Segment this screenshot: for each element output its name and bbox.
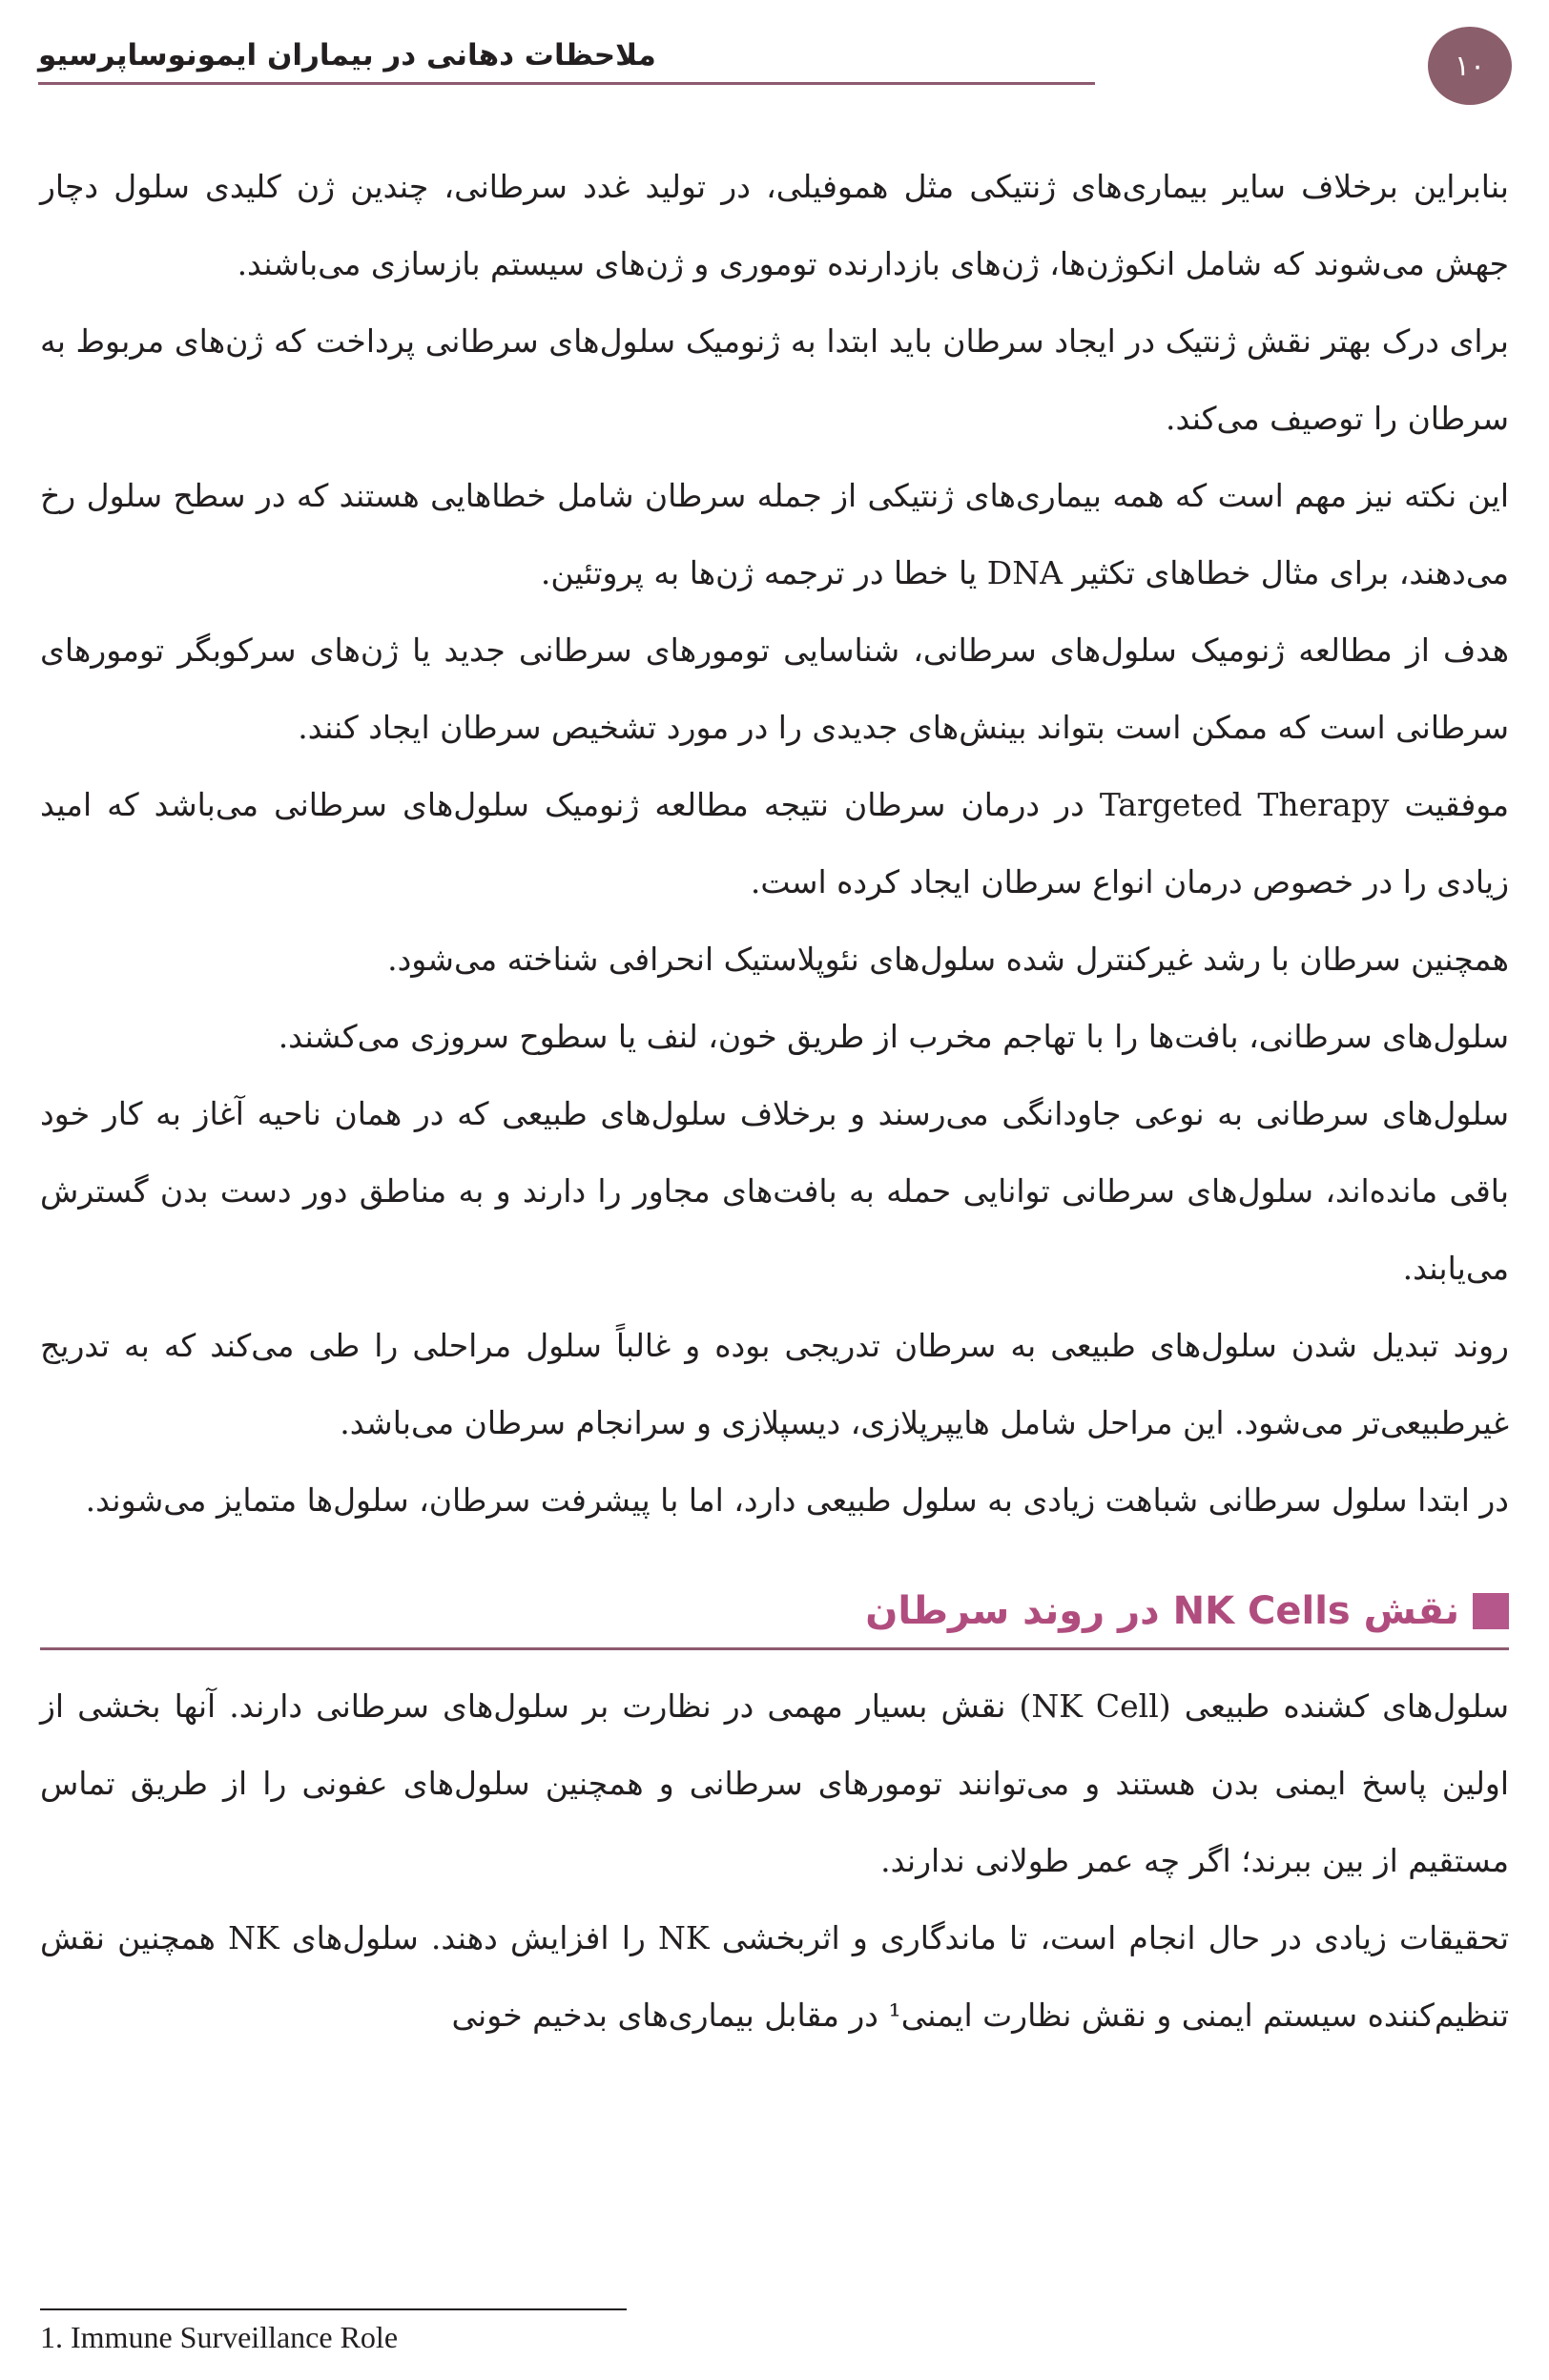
- paragraph-2: برای درک بهتر نقش ژنتیک در ایجاد سرطان باید ابتدا به ژنومیک سلول‌های سرطانی پرداخت که ژن‌های مربوط به سرطان را توصیف می‌کند.: [40, 322, 1509, 437]
- section-paragraph-2: تحقیقات زیادی در حال انجام است، تا ماندگاری و اثربخشی NK را افزایش دهند. سلول‌های NK همچنین نقش تنظیم‌کننده سیستم ایمنی و نقش نظارت ایمنی¹ در مقابل بیماری‌های بدخیم خونی: [40, 1919, 1510, 2034]
- header-rule: [38, 82, 1095, 85]
- section-paragraph-1: سلول‌های کشنده طبیعی (NK Cell) نقش بسیار مهمی در نظارت بر سلول‌های سرطانی دارند. آنها بخشی از اولین پاسخ ایمنی بدن هستند و می‌توانند تومورهای سرطانی و همچنین سلول‌های عفونی را از طریق تماس مستقیم از بین ببرند؛ اگر چه عمر طولانی ندارند.: [40, 1687, 1509, 1879]
- section-heading: [40, 1575, 1509, 1650]
- paragraph-5: موفقیت Targeted Therapy در درمان سرطان نتیجه مطالعه ژنومیک سلول‌های سرطانی می‌باشد که امید زیادی را در خصوص درمان انواع سرطان ایجاد کرده است.: [40, 786, 1510, 900]
- paragraph-7: سلول‌های سرطانی، بافت‌ها را با تهاجم مخرب از طریق خون، لنف یا سطوح سروزی می‌کشند.: [278, 1018, 1509, 1055]
- page-header: [38, 27, 1512, 103]
- paragraph-1: بنابراین برخلاف سایر بیماری‌های ژنتیکی مثل هموفیلی، در تولید غدد سرطانی، چندین ژن کلیدی سلول دچار جهش می‌شوند که شامل انکوژن‌ها، ژن‌های بازدارنده توموری و ژن‌های سیستم بازسازی می‌باشند.: [40, 168, 1509, 282]
- section-body: [40, 1667, 1509, 2054]
- paragraph-3: این نکته نیز مهم است که همه بیماری‌های ژنتیکی از جمله سرطان شامل خطاهایی هستند که در سطح سلول رخ می‌دهند، برای مثال خطاهای تکثیر DNA یا خطا در ترجمه ژن‌ها به پروتئین.: [40, 477, 1509, 591]
- footnote: 1. Immune Surveillance Role: [40, 2320, 399, 2354]
- paragraph-6: همچنین سرطان با رشد غیرکنترل شده سلول‌های نئوپلاستیک انحرافی شناخته می‌شود.: [387, 941, 1509, 978]
- paragraph-9: روند تبدیل شدن سلول‌های طبیعی به سرطان تدریجی بوده و غالباً سلول مراحلی را طی می‌کند که به تدریج غیرطبیعی‌تر می‌شود. این مراحل شامل هایپرپلازی، دیسپلازی و سرانجام سرطان می‌باشد.: [40, 1327, 1509, 1441]
- paragraph-10: در ابتدا سلول سرطانی شباهت زیادی به سلول طبیعی دارد، اما با پیشرفت سرطان، سلول‌ها متمایز می‌شوند.: [85, 1481, 1509, 1519]
- heading-square-marker: [1473, 1593, 1509, 1629]
- body-content: [40, 148, 1509, 2054]
- running-header-title: ملاحظات دهانی در بیماران ایمونوساپرسیو: [38, 38, 656, 72]
- paragraph-8: سلول‌های سرطانی به نوعی جاودانگی می‌رسند و برخلاف سلول‌های طبیعی که در همان ناحیه آغاز به کار خود باقی مانده‌اند، سلول‌های سرطانی توانایی حمله به بافت‌های مجاور را دارند و به مناطق دور دست بدن گسترش می‌یابند.: [40, 1095, 1509, 1287]
- page-number-badge: ۱۰: [1428, 27, 1512, 105]
- footnote-rule: [40, 2308, 627, 2310]
- section-heading-text: نقش NK Cells در روند سرطان: [865, 1589, 1459, 1633]
- paragraph-4: هدف از مطالعه ژنومیک سلول‌های سرطانی، شناسایی تومورهای سرطانی جدید یا ژن‌های سرکوبگر تومورهای سرطانی است که ممکن است بتواند بینش‌های جدیدی را در مورد تشخیص سرطان ایجاد کنند.: [40, 631, 1509, 746]
